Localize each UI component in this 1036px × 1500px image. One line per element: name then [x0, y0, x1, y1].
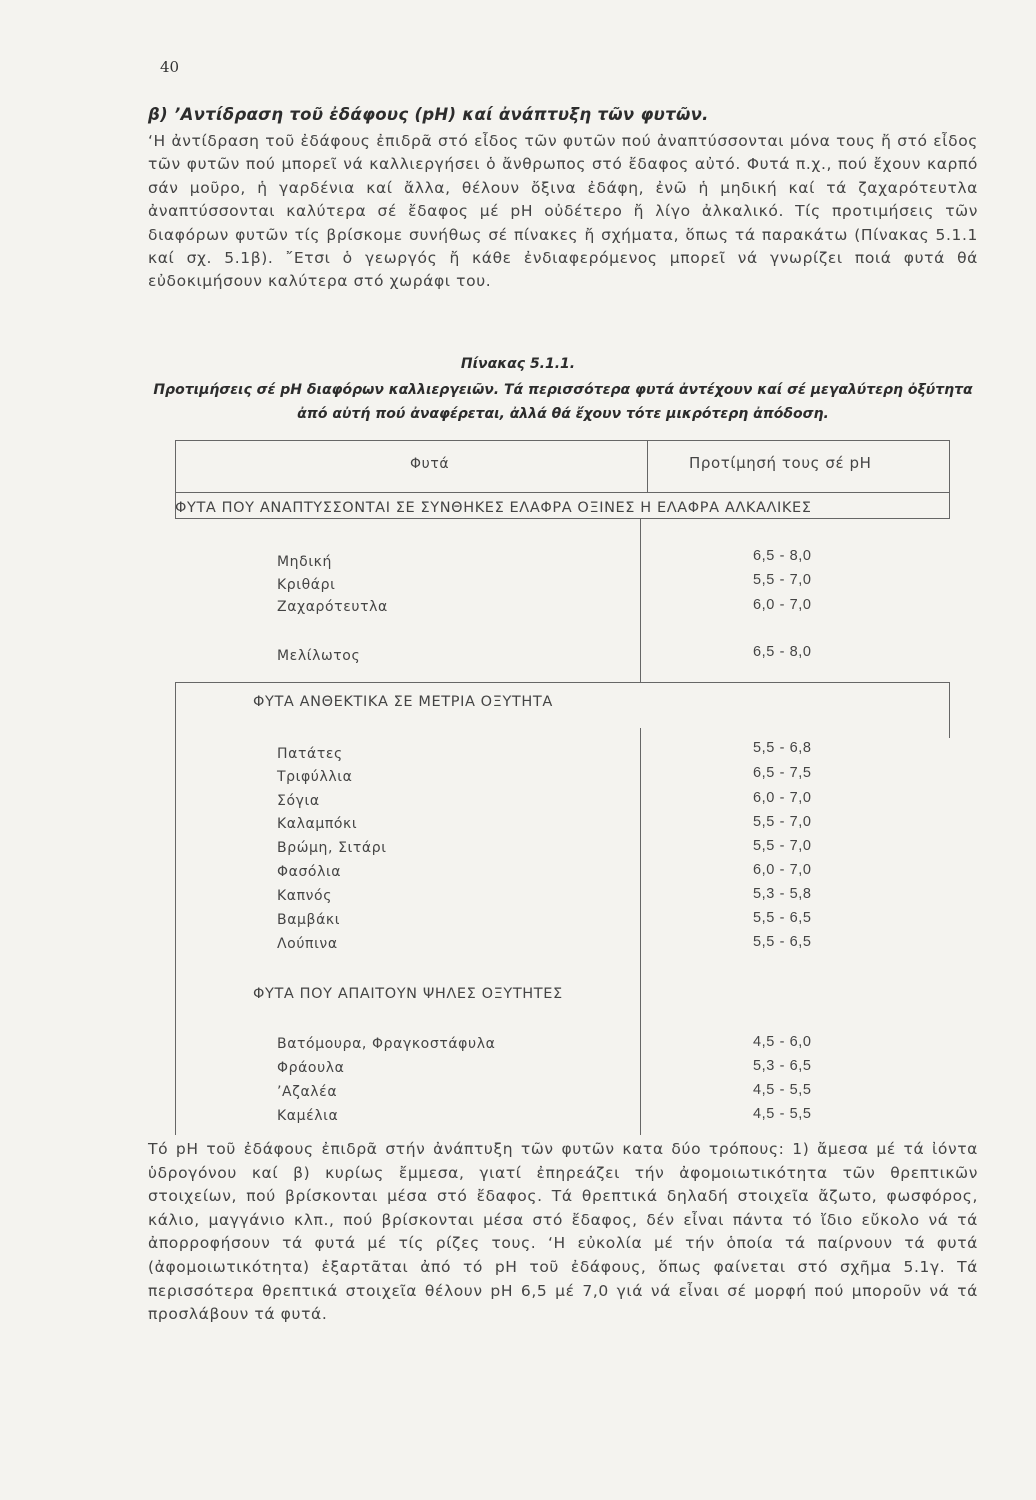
plant-name: Πατάτες [277, 746, 343, 762]
ph-preference-table [175, 440, 950, 1135]
intro-paragraph: ‘Η ἀντίδραση τοῦ ἐδάφους ἐπιδρᾶ στό εἶδος τῶν φυτῶν πού ἀναπτύσσονται μόνα τους ἤ στό εἶδος τῶν φυτῶν πού μπορεῖ νά καλλιεργήσει ὁ ἄνθρωπος στό ἔδαφος αὐτό. Φυτά π.χ., πού ἔχουν καρπό σάν μοῦρο, ἡ γαρδένια καί ἄλλα, θέλουν ὄξινα ἐδάφη, ἐνῶ ἡ μηδική καί τά ζαχαρότευτλα ἀναπτύσσονται καλύτερα σέ ἔδαφος μέ pH οὐδέτερο ἤ λίγο ἀλκαλικό. Τίς προτιμήσεις τῶν διαφόρων φυτῶν τίς βρίσκομε συνήθως σέ πίνακες ἤ σχήματα, ὅπως τά παρακάτω (Πίνακας 5.1.1 καί σχ. 5.1β). ῎Ετσι ὁ γεωργός ἤ κάθε ἐνδιαφερόμενος μπορεῖ νά γνωρίζει ποιά φυτά θά εὐδοκιμήσουν καλύτερα στό χωράφι του. [148, 132, 978, 291]
table-caption: Προτιμήσεις σέ pH διαφόρων καλλιεργειῶν. Τά περισσότερα φυτά ἀντέχουν καί σέ μεγαλύτερη ὀξύτητα ἀπό αὐτή πού ἀναφέρεται, ἀλλά θά ἔχουν τότε μικρότερη ἀπόδοση. [153, 382, 973, 422]
table-group-divider [175, 518, 950, 519]
plant-name: Ζαχαρότευτλα [277, 599, 388, 615]
plant-name: Καμέλια [277, 1108, 339, 1124]
ph-range: 6,0 - 7,0 [753, 597, 812, 613]
ph-range: 6,5 - 7,5 [753, 765, 812, 781]
page-number: 40 [160, 58, 180, 76]
ph-range: 4,5 - 5,5 [753, 1106, 812, 1122]
plant-name: Λούπινα [277, 936, 338, 952]
plant-name: ’Αζαλέα [277, 1084, 338, 1100]
table-border-top [175, 440, 950, 441]
ph-range: 4,5 - 5,5 [753, 1082, 812, 1098]
plant-name: Φασόλια [277, 864, 342, 880]
ph-range: 5,3 - 5,8 [753, 886, 812, 902]
plant-name: Φράουλα [277, 1060, 345, 1076]
ph-range: 5,5 - 6,8 [753, 740, 812, 756]
ph-range: 6,5 - 8,0 [753, 548, 812, 564]
ph-range: 6,0 - 7,0 [753, 862, 812, 878]
plant-name: Μηδική [277, 554, 332, 570]
plant-name: Βαμβάκι [277, 912, 341, 928]
ph-range: 6,5 - 8,0 [753, 644, 812, 660]
header-ph: Προτίμησή τους σέ pH [689, 454, 872, 472]
closing-paragraph: Τό pH τοῦ ἐδάφους ἐπιδρᾶ στήν ἀνάπτυξη τῶν φυτῶν κατα δύο τρόπους: 1) ἄμεσα μέ τά ἰόντα ὑδρογόνου καί β) κυρίως ἔμμεσα, γιατί ἐπηρεάζει τήν ἀφομοιωτικότητα τῶν θρεπτικῶν στοιχείων, πού βρίσκονται μέσα στό ἔδαφος. Τά θρεπτικά δηλαδή στοιχεῖα ἄζωτο, φωσφόρος, κάλιο, μαγγάνιο κλπ., πού βρίσκονται μέσα στό ἔδαφος, δέν εἶναι πάντα τό ἴδιο εὔκολο νά τά ἀπορροφήσουν τά φυτά μέ τίς ρίζες τους. ‘Η εὐκολία μέ τήν ὁποία τά παίρνουν τά φυτά (ἀφομοιωτικότητα) ἐξαρτᾶται ἀπό τό pH τοῦ ἐδάφους, ὅπως φαίνεται στό σχῆμα 5.1γ. Τά περισσότερα θρεπτικά στοιχεῖα θέλουν pH 6,5 μέ 7,0 γιά νά εἶναι σέ μορφή πού μποροῦν νά τά προσλάβουν τά φυτά. [148, 1140, 978, 1324]
group-title: ΦΥΤΑ ΠΟΥ ΑΝΑΠΤΥΣΣΟΝΤΑΙ ΣΕ ΣΥΝΘΗΚΕΣ ΕΛΑΦΡΑ ΟΞΙΝΕΣ Η ΕΛΑΦΡΑ ΑΛΚΑΛΙΚΕΣ [175, 500, 812, 516]
ph-range: 4,5 - 6,0 [753, 1034, 812, 1050]
plant-name: Μελίλωτος [277, 648, 361, 664]
header-plants: Φυτά [410, 456, 450, 472]
plant-name: Σόγια [277, 793, 320, 809]
plant-name: Τριφύλλια [277, 769, 353, 785]
ph-range: 5,5 - 7,0 [753, 572, 812, 588]
ph-range: 5,5 - 7,0 [753, 814, 812, 830]
table-border-left [175, 682, 176, 1135]
plant-name: Βατόμουρα, Φραγκοστάφυλα [277, 1036, 496, 1052]
plant-name: Καπνός [277, 888, 333, 904]
plant-name: Βρώμη, Σιτάρι [277, 840, 387, 856]
table-header-divider [175, 492, 950, 493]
ph-range: 5,5 - 6,5 [753, 910, 812, 926]
table-border-right [949, 682, 950, 738]
table-column-divider [640, 518, 641, 682]
ph-range: 5,5 - 6,5 [753, 934, 812, 950]
ph-range: 5,3 - 6,5 [753, 1058, 812, 1074]
table-column-divider [647, 440, 648, 492]
table-border-right [949, 440, 950, 518]
group-title: ΦΥΤΑ ΠΟΥ ΑΠΑΙΤΟΥΝ ΨΗΛΕΣ ΟΞΥΤΗΤΕΣ [253, 986, 563, 1002]
plant-name: Κριθάρι [277, 577, 336, 593]
ph-range: 5,5 - 7,0 [753, 838, 812, 854]
ph-range: 6,0 - 7,0 [753, 790, 812, 806]
table-title: Πίνακας 5.1.1. [460, 356, 576, 372]
table-group-divider [175, 682, 950, 683]
plant-name: Καλαμπόκι [277, 816, 358, 832]
table-column-divider [640, 728, 641, 1135]
group-title: ΦΥΤΑ ΑΝΘΕΚΤΙΚΑ ΣΕ ΜΕΤΡΙΑ ΟΞΥΤΗΤΑ [253, 694, 553, 710]
section-heading: β) ’Αντίδραση τοῦ ἐδάφους (pH) καί ἀνάπτυξη τῶν φυτῶν. [148, 105, 709, 124]
